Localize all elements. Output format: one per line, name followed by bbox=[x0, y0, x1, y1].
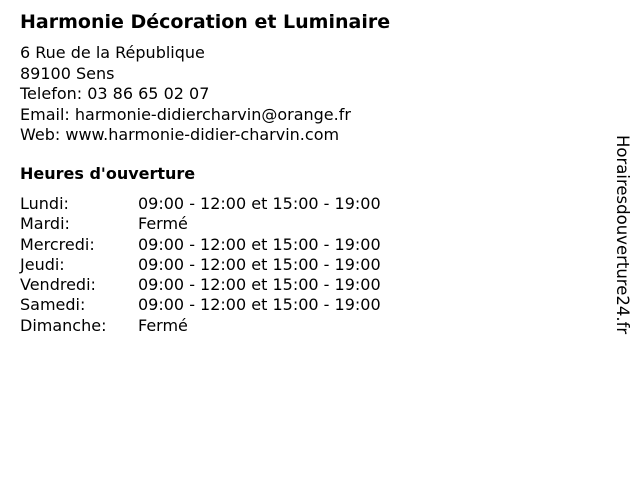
address-street: 6 Rue de la République bbox=[20, 43, 205, 62]
site-watermark bbox=[612, 135, 634, 371]
business-name: Harmonie Décoration et Luminaire bbox=[20, 11, 391, 33]
time-value: Fermé bbox=[138, 315, 188, 335]
phone-number: Telefon: 03 86 65 02 07 bbox=[20, 84, 210, 103]
address-city: 89100 Sens bbox=[20, 63, 115, 83]
time-value: 09:00 - 12:00 et 15:00 - 19:00 bbox=[138, 275, 381, 295]
hours-row-sunday bbox=[20, 316, 381, 336]
website-url: Web: www.harmonie-didier-charvin.com bbox=[20, 125, 340, 144]
day-label: Vendredi: bbox=[20, 275, 96, 295]
time-value: 09:00 - 12:00 et 15:00 - 19:00 bbox=[138, 234, 381, 254]
watermark-text: Horairesdouverture24.fr bbox=[613, 135, 632, 335]
time-value: 09:00 - 12:00 et 15:00 - 19:00 bbox=[138, 254, 381, 274]
hours-row-friday bbox=[20, 275, 381, 295]
time-value: Fermé bbox=[138, 214, 188, 234]
time-value: 09:00 - 12:00 et 15:00 - 19:00 bbox=[138, 194, 381, 213]
hours-table bbox=[20, 194, 381, 336]
hours-heading: Heures d'ouverture bbox=[20, 164, 196, 183]
day-label: Samedi: bbox=[20, 295, 86, 315]
day-label: Dimanche: bbox=[20, 315, 107, 335]
contact-block bbox=[20, 43, 351, 146]
day-label: Jeudi: bbox=[20, 254, 65, 274]
email-address: Email: harmonie-didiercharvin@orange.fr bbox=[20, 104, 351, 124]
day-label: Mardi: bbox=[20, 214, 70, 234]
hours-row-wednesday bbox=[20, 235, 381, 255]
day-label: Lundi: bbox=[20, 194, 69, 213]
time-value: 09:00 - 12:00 et 15:00 - 19:00 bbox=[138, 295, 381, 315]
hours-row-saturday bbox=[20, 295, 381, 315]
hours-row-thursday bbox=[20, 255, 381, 275]
hours-row-monday bbox=[20, 194, 381, 214]
day-label: Mercredi: bbox=[20, 234, 95, 254]
hours-row-tuesday bbox=[20, 214, 381, 234]
